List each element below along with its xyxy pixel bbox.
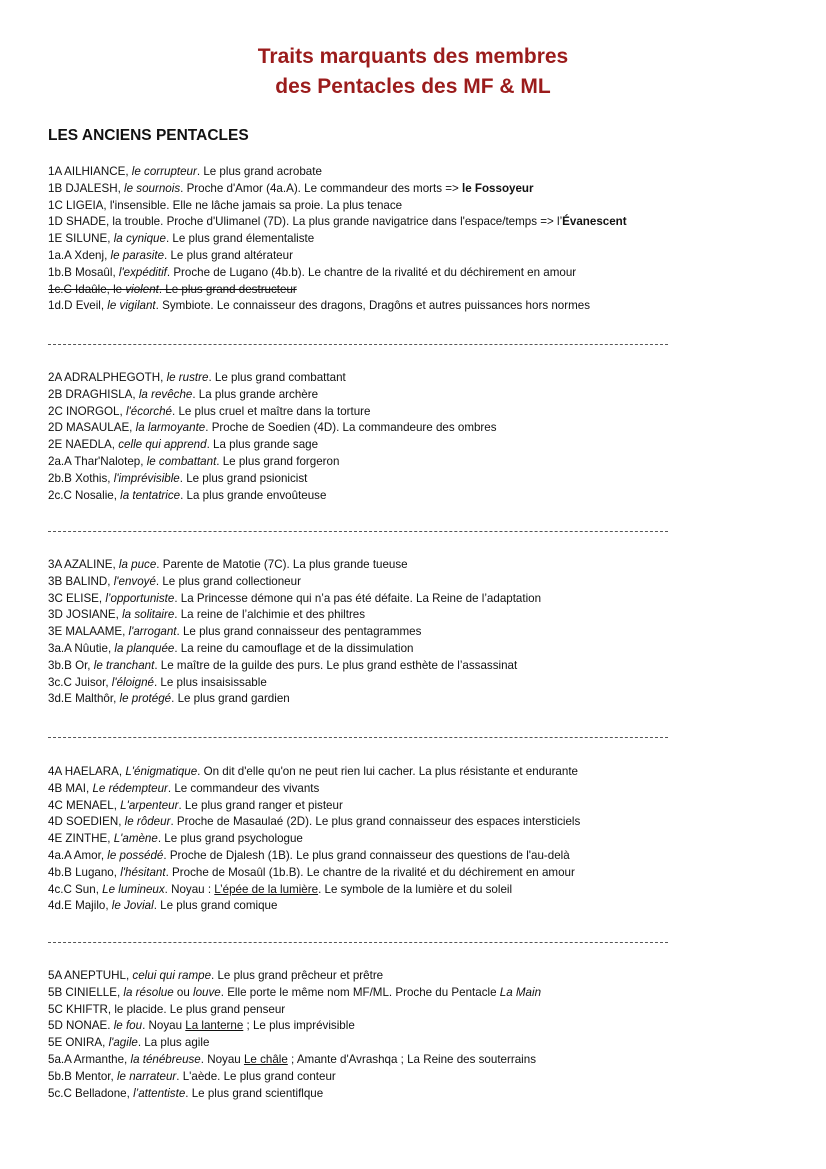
entry-text: 3a.A Nûutie, <box>48 641 115 655</box>
entry-line <box>48 1069 788 1086</box>
entry-text: 4a.A Amor, <box>48 848 108 862</box>
title-line-2: des Pentacles des MF & ML <box>275 75 551 98</box>
entry-text: . Proche d'Amor (4a.A). Le commandeur des morts => <box>180 181 462 195</box>
entry-text: 5b.B Mentor, <box>48 1069 117 1083</box>
entry-line <box>48 265 788 282</box>
entry-text: Évanescent <box>562 215 627 229</box>
entry-text: 2a.A Thar'Nalotep, <box>48 454 147 468</box>
entry-text: l'expéditif <box>118 265 167 279</box>
entry-text: 1a.A Xdenj, <box>48 248 111 262</box>
entry-line <box>48 488 788 505</box>
entry-line <box>48 658 788 675</box>
entry-line <box>48 691 788 708</box>
entry-text: . Le plus grand ranger et pisteur <box>178 798 343 812</box>
entry-text: 1D SHADE, la trouble. Proche d'Ulimanel (7D). La plus grande navigatrice dans l'espace/temps => l’ <box>48 215 563 229</box>
separator-line <box>48 942 668 943</box>
entry-text: . Proche de Masaulaé (2D). Le plus grand connaisseur des espaces intersticiels <box>170 815 581 829</box>
entry-text: 4D SOEDIEN, <box>48 815 125 829</box>
entry-text: 5D NONAE. <box>48 1019 114 1033</box>
entry-text: . Le plus cruel et maître dans la torture <box>172 404 371 418</box>
entry-text: 4c.C Sun, <box>48 882 103 896</box>
entry-line <box>48 798 788 815</box>
entry-text: 4B MAI, <box>48 781 93 795</box>
entry-text: la cynique <box>113 232 166 246</box>
entry-text: 3b.B Or, <box>48 658 94 672</box>
entry-text: le protégé <box>119 692 172 706</box>
entry-line <box>48 865 788 882</box>
document-title <box>0 42 826 102</box>
entry-text: 5E ONIRA, <box>48 1036 109 1050</box>
entry-text: . Le plus insaisissable <box>153 675 267 689</box>
entry-text: . L'aède. Le plus grand conteur <box>176 1069 336 1083</box>
entry-line <box>48 298 788 315</box>
entry-line <box>48 968 788 985</box>
entry-line <box>48 248 788 265</box>
entry-text: . La plus grande archère <box>192 387 319 401</box>
entry-line <box>48 985 788 1002</box>
entry-text: . Le plus grand comique <box>153 899 278 913</box>
entry-text: . Le plus grand psionicist <box>179 471 308 485</box>
entry-text: . La plus grande sage <box>206 438 319 452</box>
separator-line <box>48 737 668 738</box>
entry-line <box>48 471 788 488</box>
entry-text: . Proche de Lugano (4b.b). Le chantre de la rivalité et du déchirement en amour <box>166 265 577 279</box>
entry-line <box>48 1002 788 1019</box>
entry-text: 4E ZINTHE, <box>48 832 114 846</box>
entry-text: . Le plus grand altérateur <box>164 248 293 262</box>
entry-line <box>48 181 788 198</box>
entry-line <box>48 764 788 781</box>
entry-line <box>48 454 788 471</box>
entry-text: la planquée <box>114 641 175 655</box>
entry-line <box>48 882 788 899</box>
entry-line <box>48 641 788 658</box>
entry-text: ; Amante d'Avrashqa ; La Reine des souterrains <box>287 1052 536 1066</box>
entry-text: la ténébreuse <box>130 1052 201 1066</box>
entry-text: le fou <box>113 1019 143 1033</box>
entry-text: . Le plus grand gardien <box>171 692 290 706</box>
entry-text: . Le plus grand psychologue <box>157 832 303 846</box>
section-heading: LES ANCIENS PENTACLES <box>48 127 249 144</box>
title-line-1: Traits marquants des membres <box>257 45 569 68</box>
entry-text: . Le plus grand scientiflque <box>185 1086 324 1100</box>
entry-text: la résolue <box>123 985 174 999</box>
entry-text: L’épée de la lumière <box>214 882 319 896</box>
entry-text: . Le plus grand acrobate <box>196 165 322 178</box>
entry-line <box>48 591 788 608</box>
entry-text: l'hésitant <box>120 865 166 879</box>
entry-line <box>48 420 788 437</box>
entry-text: celle qui apprend <box>118 438 207 452</box>
entry-text: 2c.C Nosalie, <box>48 488 121 502</box>
entry-text: ; Le plus imprévisible <box>243 1019 355 1033</box>
entry-text: 3D JOSIANE, <box>48 608 123 622</box>
entry-text: l'écorché <box>125 404 172 418</box>
entry-text: . Le plus grand combattant <box>208 371 346 384</box>
entry-text: 2E NAEDLA, <box>48 438 119 452</box>
entry-text: le Fossoyeur <box>462 181 534 195</box>
entry-text: l’attentiste <box>133 1086 186 1100</box>
entry-text: 5C KHIFTR, le placide. Le plus grand penseur <box>48 1002 286 1016</box>
pentacle-group-2 <box>48 370 788 504</box>
entry-text: 3d.E Malthôr, <box>48 692 120 706</box>
pentacle-group-3 <box>48 557 788 708</box>
entry-text: le possédé <box>107 848 164 862</box>
entry-text: . La plus agile <box>137 1036 210 1050</box>
entry-text: . Le plus grand collectioneur <box>155 574 301 588</box>
entry-text: louve <box>193 985 221 999</box>
entry-line <box>48 1086 788 1103</box>
entry-line <box>48 848 788 865</box>
entry-text: Le châle <box>243 1052 288 1066</box>
entry-text: 1B DJALESH, <box>48 181 125 195</box>
entry-text: la tentatrice <box>120 488 181 502</box>
entry-line <box>48 814 788 831</box>
entry-line <box>48 370 788 387</box>
entry-text: 2A ADRALPHEGOTH, <box>48 371 167 384</box>
entry-text: le parasite <box>110 248 165 262</box>
entry-line <box>48 781 788 798</box>
entry-text: La Main <box>499 985 542 999</box>
entry-text: 1A AILHIANCE, <box>48 165 132 178</box>
entry-text: . La reine du camouflage et de la dissimulation <box>174 641 414 655</box>
entry-line <box>48 387 788 404</box>
entry-text: 4d.E Majilo, <box>48 899 112 913</box>
entry-text: . Noyau : <box>164 882 215 896</box>
entry-text: . Le plus grand forgeron <box>216 454 340 468</box>
entry-line <box>48 557 788 574</box>
entry-text: le vigilant <box>107 299 156 313</box>
entry-line <box>48 1018 788 1035</box>
entry-text: 1E SILUNE, <box>48 232 114 246</box>
entry-text: . Symbiote. Le connaisseur des dragons, Dragôns et autres puissances hors normes <box>155 299 590 313</box>
entry-line <box>48 164 788 181</box>
entry-text: . Parente de Matotie (7C). La plus grande tueuse <box>156 558 408 571</box>
entry-line <box>48 624 788 641</box>
entry-text: le sournois <box>124 181 181 195</box>
entry-line <box>48 437 788 454</box>
entry-text: 1C LIGEIA, l'insensible. Elle ne lâche jamais sa proie. La plus tenace <box>48 198 403 212</box>
entry-text: 3E MALAAME, <box>48 625 129 639</box>
entry-text: 3A AZALINE, <box>48 558 119 571</box>
entry-text: 2B DRAGHISLA, <box>48 387 139 401</box>
entry-text: 1d.D Eveil, <box>48 299 108 313</box>
entry-text: l’opportuniste <box>105 591 175 605</box>
entry-text: le corrupteur <box>131 165 197 178</box>
entry-text: 4C MENAEL, <box>48 798 121 812</box>
entry-text: Le rédempteur <box>92 781 168 795</box>
entry-text: violent <box>125 282 159 296</box>
entry-line <box>48 231 788 248</box>
entry-text: . Le plus grand prêcheur et prêtre <box>211 969 384 982</box>
entry-line <box>48 1052 788 1069</box>
entry-text: 1c.C Idaûle, le <box>48 282 126 296</box>
entry-text: le Jovial <box>111 899 154 913</box>
entry-text: 4b.B Lugano, <box>48 865 121 879</box>
entry-text: 2C INORGOL, <box>48 404 126 418</box>
entry-line <box>48 198 788 215</box>
entry-text: la puce <box>118 558 157 571</box>
entry-line <box>48 898 788 915</box>
entry-line <box>48 282 788 299</box>
separator-line <box>48 531 668 532</box>
entry-text: le combattant <box>146 454 217 468</box>
entry-text: . Elle porte le même nom MF/ML. Proche du Pentacle <box>220 985 500 999</box>
pentacle-group-1 <box>48 164 788 315</box>
entry-text: . Le maître de la guilde des purs. Le plus grand esthète de l’assassinat <box>154 658 518 672</box>
entry-text: 5a.A Armanthe, <box>48 1052 131 1066</box>
entry-text: le tranchant <box>93 658 155 672</box>
entry-text: la revêche <box>138 387 193 401</box>
entry-line <box>48 404 788 421</box>
entry-text: . Noyau <box>200 1052 244 1066</box>
entry-text: . Le plus grand connaisseur des pentagrammes <box>176 625 422 639</box>
entry-text: . Le plus grand élementaliste <box>165 232 315 246</box>
pentacle-group-4 <box>48 764 788 915</box>
entry-text: . Le commandeur des vivants <box>167 781 320 795</box>
entry-text: . Proche de Djalesh (1B). Le plus grand connaisseur des questions de l'au-delà <box>163 848 570 862</box>
entry-text: 1b.B Mosaûl, <box>48 265 119 279</box>
entry-text: L'énigmatique <box>125 765 198 778</box>
entry-text: . Le plus grand destructeur <box>158 282 297 296</box>
entry-text: . Proche de Mosaûl (1b.B). Le chantre de la rivalité et du déchirement en amour <box>165 865 575 879</box>
entry-text: la solitaire <box>122 608 175 622</box>
entry-line <box>48 574 788 591</box>
entry-text: le rôdeur <box>124 815 171 829</box>
entry-text: . La reine de l’alchimie et des philtres <box>174 608 366 622</box>
entry-line <box>48 831 788 848</box>
entry-text: le narrateur <box>116 1069 177 1083</box>
entry-text: 2b.B Xothis, <box>48 471 114 485</box>
entry-text: l'agile <box>108 1036 138 1050</box>
entry-text: . On dit d'elle qu'on ne peut rien lui cacher. La plus résistante et endurante <box>197 765 578 778</box>
entry-text: . Le symbole de la lumière et du soleil <box>318 882 513 896</box>
entry-text: 4A HAELARA, <box>48 765 126 778</box>
entry-line <box>48 607 788 624</box>
entry-text: l'imprévisible <box>113 471 180 485</box>
entry-text: l'envoyé <box>113 574 156 588</box>
entry-text: La lanterne <box>185 1019 244 1033</box>
entry-text: la larmoyante <box>135 421 206 435</box>
pentacle-group-5 <box>48 968 788 1102</box>
entry-text: celui qui rampe <box>132 969 212 982</box>
entry-text: le rustre <box>166 371 209 384</box>
entry-text: 5B CINIELLE, <box>48 985 124 999</box>
entry-text: 3B BALIND, <box>48 574 114 588</box>
entry-text: l'éloigné <box>111 675 154 689</box>
entry-text: L'arpenteur <box>120 798 179 812</box>
entry-text: 5c.C Belladone, <box>48 1086 134 1100</box>
entry-text: 5A ANEPTUHL, <box>48 969 133 982</box>
entry-text: . Proche de Soedien (4D). La commandeure des ombres <box>205 421 497 435</box>
entry-text: . Noyau <box>142 1019 186 1033</box>
entry-line <box>48 214 788 231</box>
entry-text: l'arrogant <box>128 625 177 639</box>
entry-text: Le lumineux <box>102 882 165 896</box>
entry-text: ou <box>173 985 194 999</box>
entry-text: . La plus grande envoûteuse <box>180 488 327 502</box>
entry-text: 2D MASAULAE, <box>48 421 136 435</box>
entry-text: . La Princesse démone qui n’a pas été défaite. La Reine de l’adaptation <box>174 591 542 605</box>
entry-text: 3C ELISE, <box>48 591 106 605</box>
entry-text: 3c.C Juisor, <box>48 675 112 689</box>
separator-line <box>48 344 668 345</box>
entry-line <box>48 1035 788 1052</box>
entry-line <box>48 675 788 692</box>
entry-text: L'amène <box>113 832 158 846</box>
